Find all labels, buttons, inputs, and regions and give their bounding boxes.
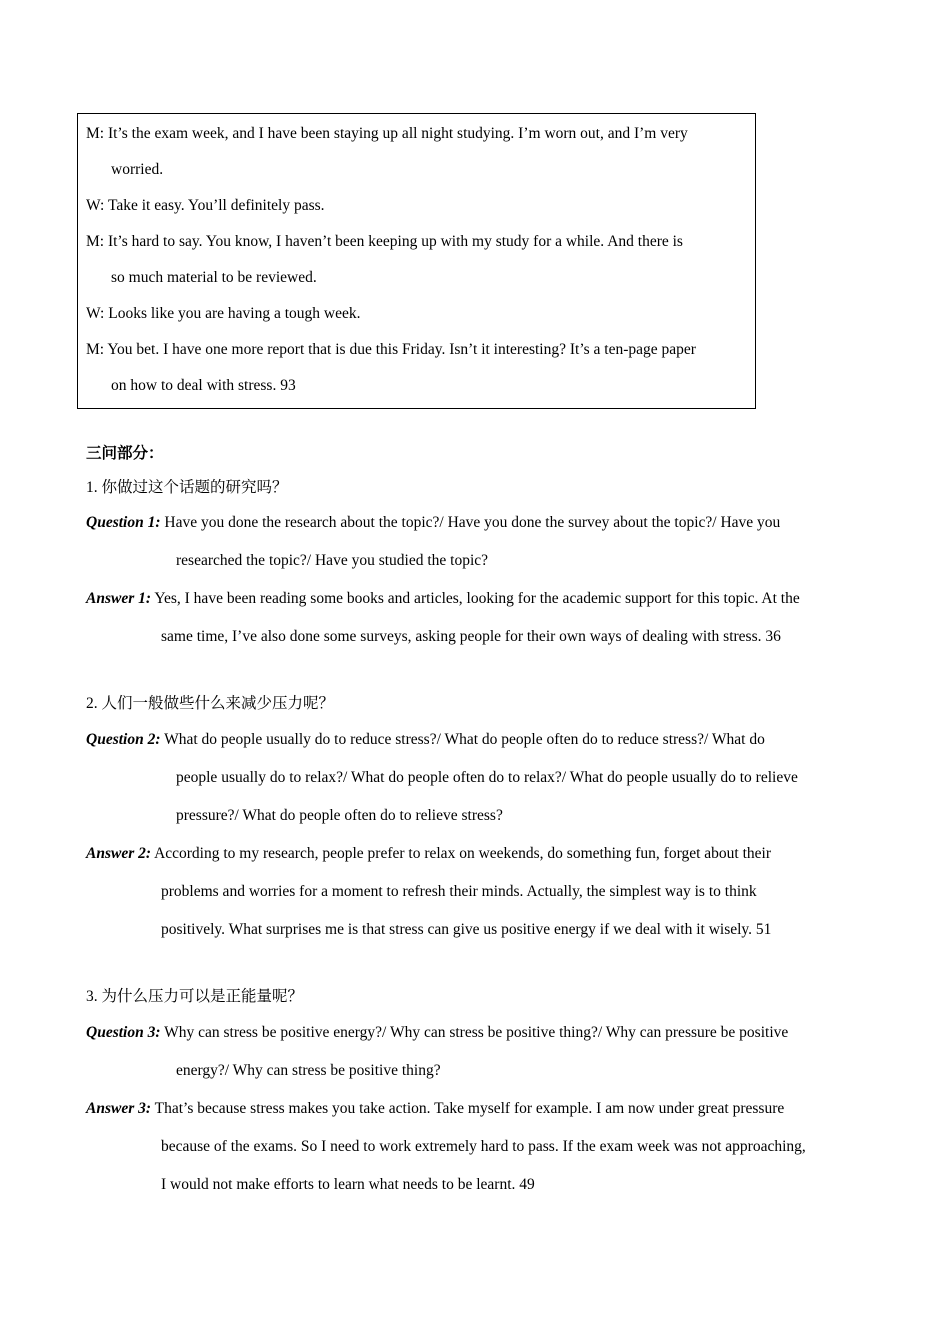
question-3 (86, 1014, 864, 1090)
answer-text-cont: because of the exams. So I need to work extremely hard to pass. If the exam week was not approaching, (161, 1138, 806, 1155)
dialogue-line (86, 332, 755, 404)
section-title: 三问部分： (86, 445, 164, 462)
dialogue-text: M: It’s the exam week, and I have been staying up all night studying. I’m worn out, and I’m very (86, 125, 688, 142)
answer-text-cont: I would not make efforts to learn what needs to be learnt. 49 (161, 1176, 535, 1193)
dialogue-continuation: worried. (111, 161, 164, 178)
dialogue-continuation: on how to deal with stress. 93 (111, 377, 296, 394)
dialogue-text: W: Take it easy. You’ll definitely pass. (86, 197, 325, 214)
answer-text-cont: same time, I’ve also done some surveys, asking people for their own ways of dealing with stress. 36 (161, 628, 781, 645)
answer-3 (86, 1090, 864, 1204)
answer-text: That’s because stress makes you take action. Take myself for example. I am now under great pressure (154, 1100, 785, 1117)
question-2 (86, 721, 864, 835)
answer-text: According to my research, people prefer to relax on weekends, do something fun, forget about their (154, 845, 771, 862)
item-2-chinese: 2. 人们一般做些什么来减少压力呢？ (86, 695, 335, 712)
question-text-cont: pressure?/ What do people often do to relieve stress? (176, 807, 503, 824)
dialogue-line (86, 116, 755, 188)
question-label: Question 3: (86, 1024, 161, 1041)
question-text: Why can stress be positive energy?/ Why can stress be positive thing?/ Why can pressure be positive (164, 1024, 789, 1041)
dialogue-text: W: Looks like you are having a tough week. (86, 305, 361, 322)
answer-label: Answer 2: (86, 845, 152, 862)
answer-label: Answer 1: (86, 590, 152, 607)
qa-item-2 (86, 687, 864, 949)
dialogue-line (86, 188, 755, 224)
question-1 (86, 504, 864, 580)
answer-2 (86, 835, 864, 949)
question-text-cont: energy?/ Why can stress be positive thing? (176, 1062, 441, 1079)
section-header (86, 437, 864, 505)
item-1-chinese: 1. 你做过这个话题的研究吗？ (86, 479, 288, 496)
question-text: What do people usually do to reduce stress?/ What do people often do to reduce stress?/ What do (164, 731, 765, 748)
question-text-cont: people usually do to relax?/ What do people often do to relax?/ What do people usually do to relieve (176, 769, 798, 786)
question-label: Question 2: (86, 731, 161, 748)
dialogue-box (77, 113, 756, 409)
answer-text-cont: positively. What surprises me is that stress can give us positive energy if we deal with it wisely. 51 (161, 921, 772, 938)
item-3-chinese: 3. 为什么压力可以是正能量呢？ (86, 988, 304, 1005)
dialogue-continuation: so much material to be reviewed. (111, 269, 317, 286)
dialogue-text: M: It’s hard to say. You know, I haven’t been keeping up with my study for a while. And there is (86, 233, 683, 250)
dialogue-line (86, 224, 755, 296)
qa-item-1 (86, 504, 864, 656)
answer-label: Answer 3: (86, 1100, 152, 1117)
question-text: Have you done the research about the topic?/ Have you done the survey about the topic?/ Have you (164, 514, 781, 531)
answer-1 (86, 580, 864, 656)
question-label: Question 1: (86, 514, 161, 531)
qa-item-3 (86, 980, 864, 1204)
question-text-cont: researched the topic?/ Have you studied the topic? (176, 552, 489, 569)
answer-text: Yes, I have been reading some books and articles, looking for the academic support for this topic. At the (154, 590, 800, 607)
dialogue-text: M: You bet. I have one more report that is due this Friday. Isn’t it interesting? It’s a ten-page paper (86, 341, 696, 358)
answer-text-cont: problems and worries for a moment to refresh their minds. Actually, the simplest way is to think (161, 883, 757, 900)
dialogue-line (86, 296, 755, 332)
